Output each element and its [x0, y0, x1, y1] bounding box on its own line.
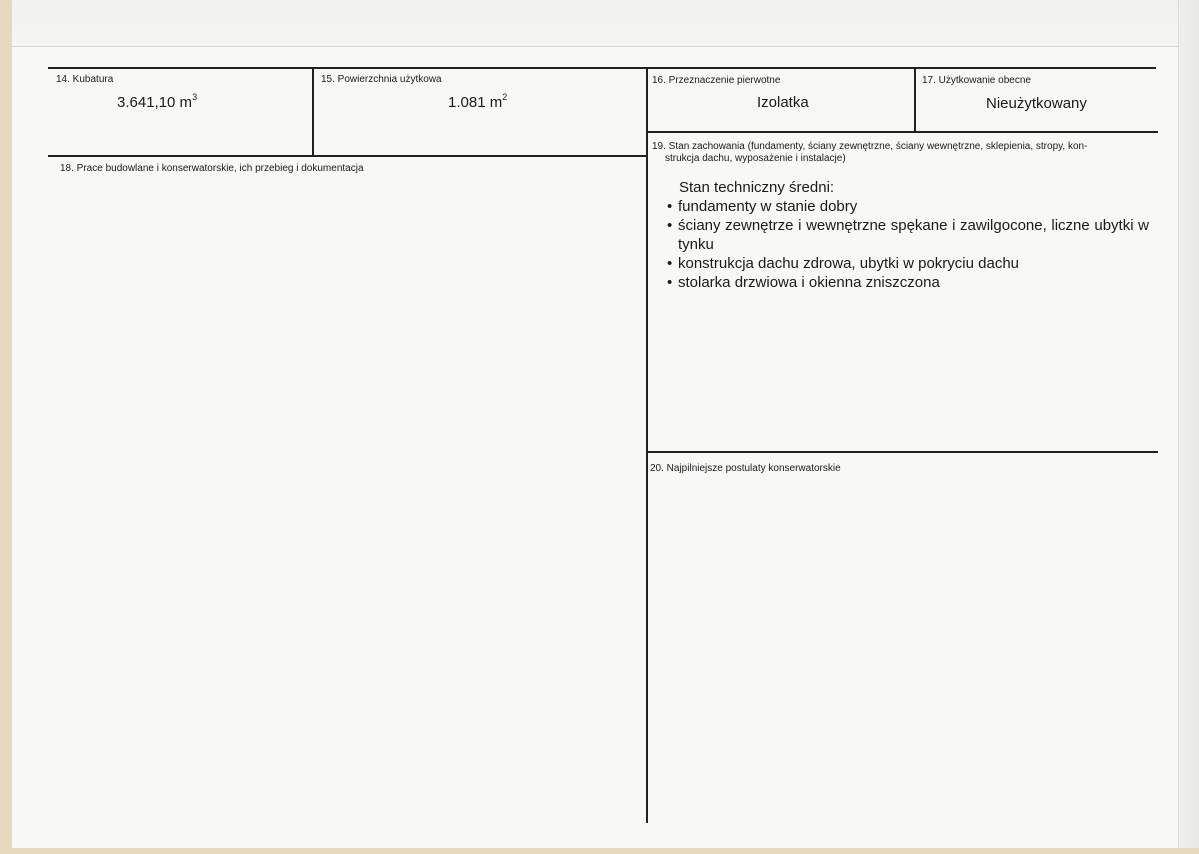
top-rule	[48, 67, 1156, 69]
stan-label-line1: 19. Stan zachowania (fundamenty, ściany zewnętrzne, ściany wewnętrzne, sklepienia, stropy, kon-	[652, 141, 1088, 152]
rule-below-19	[646, 451, 1158, 453]
kubatura-unit-exponent: 3	[192, 92, 198, 102]
przeznaczenie-value: Izolatka	[757, 94, 809, 111]
stan-list	[667, 197, 1149, 292]
postulaty-label: 20. Najpilniejsze postulaty konserwatorskie	[650, 463, 841, 474]
document-page	[12, 0, 1199, 848]
powierzchnia-unit-exponent: 2	[502, 92, 508, 102]
stan-item: • konstrukcja dachu zdrowa, ubytki w pokryciu dachu	[667, 254, 1149, 273]
folded-top-edge	[12, 0, 1199, 47]
powierzchnia-number: 1.081 m	[448, 94, 503, 111]
powierzchnia-label: 15. Powierzchnia użytkowa	[321, 74, 442, 85]
divider-14-15	[312, 67, 314, 157]
kubatura-number: 3.641,10 m	[117, 94, 193, 111]
stan-item: • stolarka drzwiowa i okienna zniszczona	[667, 273, 1149, 292]
stan-label-line2: strukcja dachu, wyposażenie i instalacje)	[665, 153, 846, 164]
stan-item: • ściany zewnętrze i wewnętrzne spękane i zawilgocone, liczne ubytki w tynku	[667, 216, 1149, 254]
divider-center	[646, 67, 648, 823]
uzytkowanie-label: 17. Użytkowanie obecne	[922, 75, 1031, 86]
uzytkowanie-value: Nieużytkowany	[986, 95, 1087, 112]
rule-below-14-15	[48, 155, 648, 157]
page-edge	[1178, 0, 1199, 848]
rule-below-16-17	[646, 131, 1158, 133]
powierzchnia-value	[448, 92, 507, 111]
prace-label: 18. Prace budowlane i konserwatorskie, ich przebieg i dokumentacja	[60, 163, 364, 174]
divider-16-17	[914, 67, 916, 133]
kubatura-value	[117, 92, 197, 111]
stan-heading: Stan techniczny średni:	[679, 179, 835, 196]
przeznaczenie-label: 16. Przeznaczenie pierwotne	[652, 75, 781, 86]
stan-item: • fundamenty w stanie dobry	[667, 197, 1149, 216]
kubatura-label: 14. Kubatura	[56, 74, 114, 85]
